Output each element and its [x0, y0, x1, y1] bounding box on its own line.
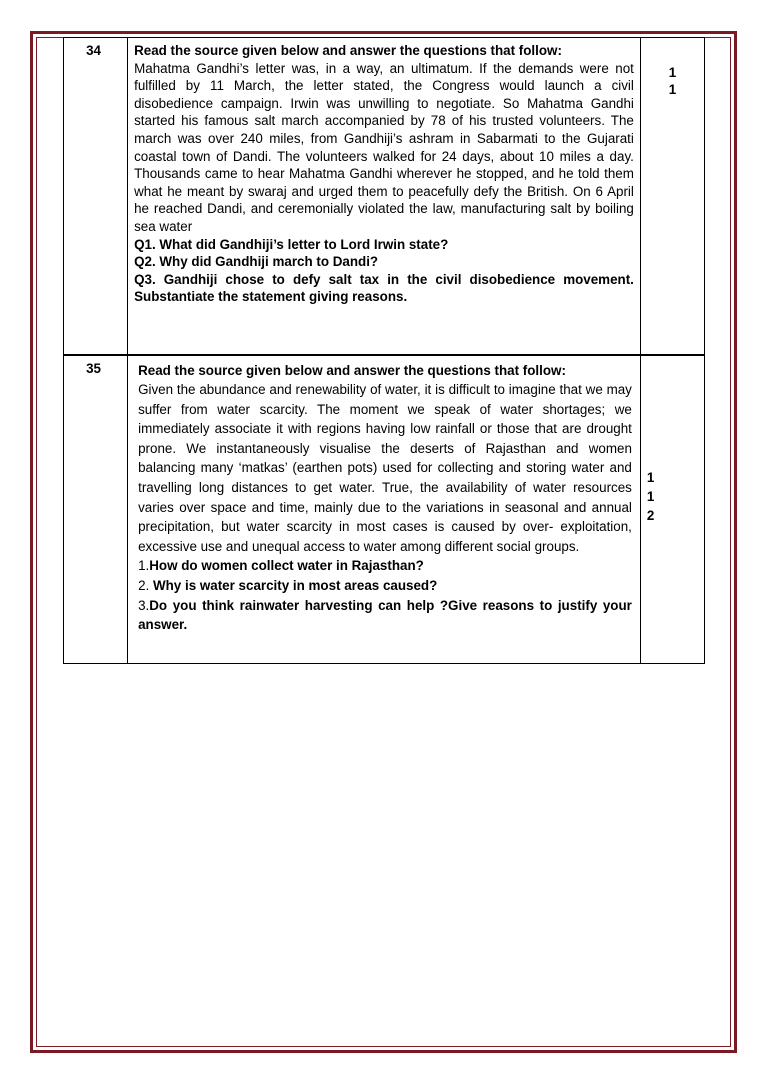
sub-question-number: 2.	[138, 578, 153, 594]
sub-question-text: Do you think rainwater harvesting can help ?Give reasons to justify your answer.	[138, 597, 632, 633]
marks-value: 1	[668, 82, 677, 97]
source-passage: Mahatma Gandhi’s letter was, in a way, an ultimatum. If the demands were not fulfilled by 11 March, the letter stated, the Congress would launch a civil disobedience campaign. Irwin was unwilling to negotiate. So Mahatma Gandhi started his famous salt march accompanied by 78 of his trusted volunteers. The march was over 240 miles, from Gandhiji’s ashram in Sabarmati to the Gujarati coastal town of Dandi. The volunteers walked for 24 days, about 10 miles a day. Thousands came to hear Mahatma Gandhi wherever he stopped, and he told them what he meant by swaraj and urged them to peacefully defy the British. On 6 April he reached Dandi, and ceremonially violated the law, manufacturing salt by boiling sea water	[134, 60, 634, 234]
sub-question-2	[138, 576, 632, 596]
question-row-35	[64, 355, 705, 664]
sub-question-number: 1.	[138, 558, 150, 574]
marks-column	[640, 38, 704, 355]
question-body	[128, 38, 641, 355]
sub-question-1	[138, 556, 632, 576]
sub-question-3: Q3. Gandhiji chose to defy salt tax in the civil disobedience movement. Substantiate the statement giving reasons.	[134, 271, 634, 305]
marks-value: 1	[646, 469, 655, 485]
sub-question-text: Why is water scarcity in most areas caused?	[152, 578, 438, 594]
question-number: 34	[64, 38, 128, 355]
questions-table	[63, 37, 705, 664]
question-heading: Read the source given below and answer the questions that follow:	[134, 43, 562, 58]
question-number: 35	[64, 355, 128, 664]
source-passage: Given the abundance and renewability of water, it is difficult to imagine that we may suffer from water scarcity. The moment we speak of water shortages; we immediately associate it with regions having low rainfall or those that are drought prone. We instantaneously visualise the deserts of Rajasthan and women balancing many ‘matkas’ (earthen pots) used for collecting and storing water and travelling long distances to get water. True, the availability of water resources varies over space and time, mainly due to the variations in seasonal and annual precipitation, but water scarcity in most cases is caused by over- exploitation, excessive use and unequal access to water among different social groups.	[138, 382, 632, 554]
sub-question-2: Q2. Why did Gandhiji march to Dandi?	[134, 254, 379, 270]
sub-question-text: How do women collect water in Rajasthan?	[149, 558, 424, 574]
sub-question-3	[138, 596, 632, 635]
marks-column	[640, 355, 704, 664]
sub-question-1: Q1. What did Gandhiji’s letter to Lord Irwin state?	[134, 236, 449, 252]
question-body	[128, 355, 641, 664]
sub-question-number: 3.	[138, 597, 150, 613]
question-heading: Read the source given below and answer the questions that follow:	[138, 362, 566, 378]
question-row-34	[64, 38, 705, 355]
marks-value: 2	[646, 507, 655, 523]
marks-value: 1	[668, 65, 677, 80]
marks-value: 1	[646, 488, 655, 504]
